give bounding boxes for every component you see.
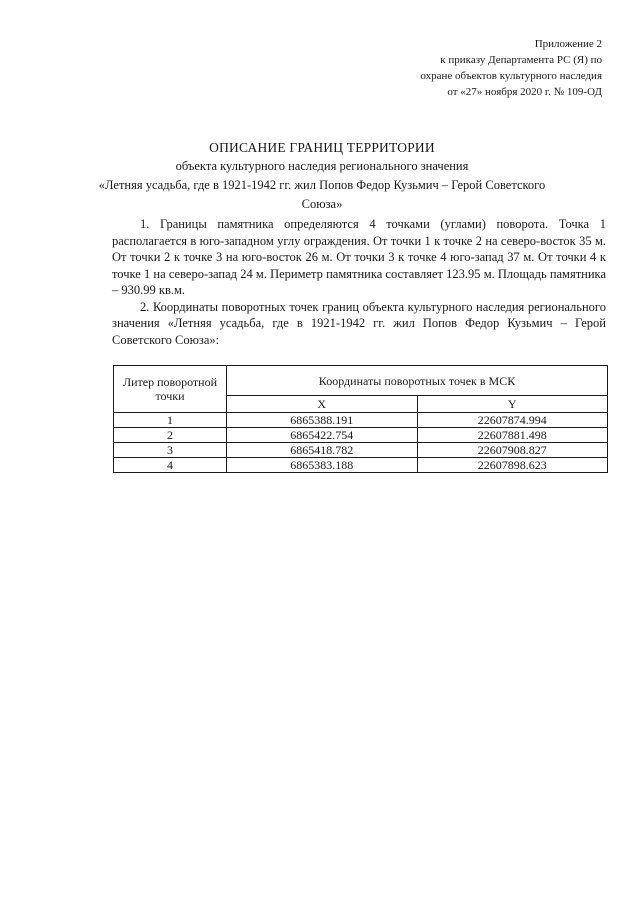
table-row (114, 443, 608, 458)
appendix-line: к приказу Департамента РС (Я) по (440, 54, 602, 66)
header-coordinates: Координаты поворотных точек в МСК (227, 366, 608, 396)
header-x: X (227, 396, 418, 413)
cell-y: 22607898.623 (417, 458, 608, 473)
title-main: ОПИСАНИЕ ГРАНИЦ ТЕРРИТОРИИ (209, 140, 435, 155)
appendix-line: охране объектов культурного наследия (420, 70, 602, 82)
cell-liter: 3 (114, 443, 227, 458)
paragraph-boundaries: 1. Границы памятника определяются 4 точками (углами) поворота. Точка 1 располагается в юго-западном углу ограждения. От точки 1 к точке 2 на северо-восток 35 м. От точки 2 к точке 3 на юго-восток 26 м. От точки 3 к точке 4 юго-запад 37 м. От точки 4 к точке 1 на северо-запад 24 м. Периметр памятника составляет 123.95 м. Площадь памятника – 930.99 кв.м. (112, 217, 606, 297)
coordinates-table (113, 365, 608, 473)
cell-y: 22607908.827 (417, 443, 608, 458)
cell-x: 6865388.191 (227, 413, 418, 428)
cell-x: 6865383.188 (227, 458, 418, 473)
cell-liter: 4 (114, 458, 227, 473)
header-y: Y (417, 396, 608, 413)
cell-x: 6865418.782 (227, 443, 418, 458)
appendix-line: Приложение 2 (534, 38, 602, 50)
cell-y: 22607881.498 (417, 428, 608, 443)
table-row (114, 413, 608, 428)
header-liter: Литер поворотной точки (114, 366, 227, 413)
table-row (114, 428, 608, 443)
cell-liter: 1 (114, 413, 227, 428)
paragraph-coordinates: 2. Координаты поворотных точек границ объекта культурного наследия регионального значения «Летняя усадьба, где в 1921-1942 гг. жил Попов Федор Кузьмич – Герой Советского Союза»: (112, 299, 606, 347)
appendix-header (420, 36, 602, 100)
title-subtitle: объекта культурного наследия регионального значения (175, 159, 469, 173)
appendix-line: от «27» ноября 2020 г. № 109-ОД (447, 86, 602, 98)
cell-y: 22607874.994 (417, 413, 608, 428)
table-header-row (114, 366, 608, 396)
document-title (80, 138, 564, 214)
title-object-name-end: Союза» (301, 197, 343, 211)
table-row (114, 458, 608, 473)
title-object-name: «Летняя усадьба, где в 1921-1942 гг. жил Попов Федор Кузьмич – Герой Советского (98, 178, 546, 192)
document-body (112, 216, 606, 348)
cell-liter: 2 (114, 428, 227, 443)
cell-x: 6865422.754 (227, 428, 418, 443)
